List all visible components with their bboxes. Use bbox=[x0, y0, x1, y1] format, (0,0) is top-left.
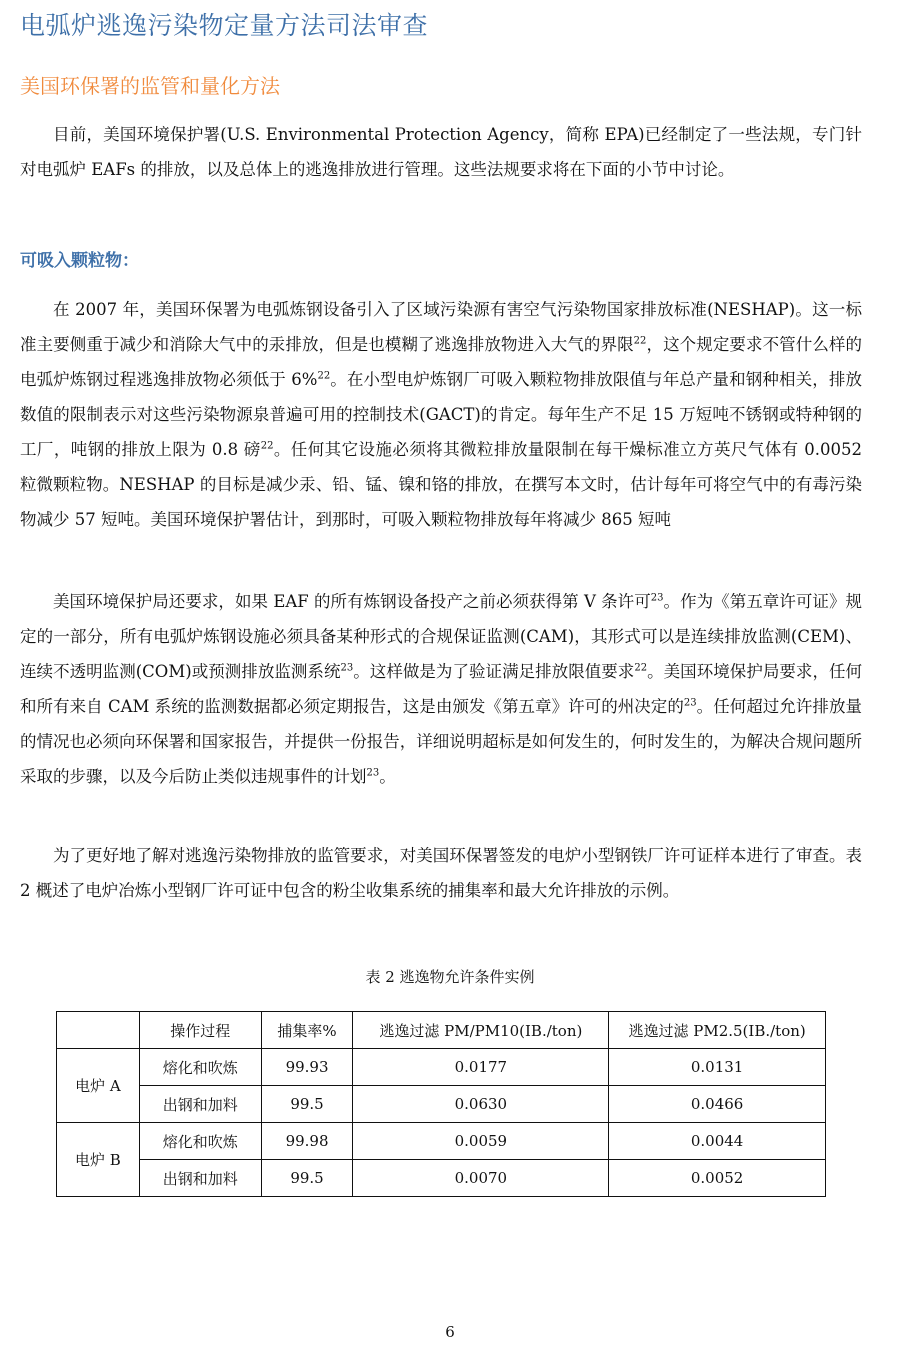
pm25-cell: 0.0131 bbox=[609, 1049, 826, 1086]
process-cell: 熔化和吹炼 bbox=[139, 1123, 261, 1160]
table-header-cell: 捕集率% bbox=[261, 1012, 353, 1049]
capture-rate-cell: 99.93 bbox=[261, 1049, 353, 1086]
reference-marker: 23 bbox=[650, 592, 664, 604]
pm10-cell: 0.0059 bbox=[353, 1123, 609, 1160]
table-header-cell: 操作过程 bbox=[139, 1012, 261, 1049]
paragraph-text: 。在小型电炉炼钢厂可吸入颗粒物排放限值与年总产量和钢种相关，排放数值的限制表示对这些污染物源泉普遍可用的控制技术(GACT)的肯定。每年生产不足 15 万短吨不锈钢或特种钢的工厂，吨钢的排放上限为 0.8 磅 bbox=[20, 370, 863, 459]
paragraph-permit bbox=[20, 584, 862, 794]
section-title: 美国环保署的监管和量化方法 bbox=[20, 74, 280, 98]
pm10-cell: 0.0177 bbox=[353, 1049, 609, 1086]
paragraph-text: 。作为《第五章许可证》规定的一部分，所有电弧炉炼钢设施必须具备某种形式的合规保证监测(CAM)，其形式可以是连续排放监测(CEM)、连续不透明监测(COM)或预测排放监测系统 bbox=[20, 592, 863, 681]
paragraph-intro: 目前，美国环境保护署(U.S. Environmental Protection Agency，简称 EPA)已经制定了一些法规，专门针对电弧炉 EAFs 的排放，以及总体上的逃逸排放进行管理。这些法规要求将在下面的小节中讨论。 bbox=[20, 125, 862, 179]
pm25-cell: 0.0466 bbox=[609, 1086, 826, 1123]
capture-rate-cell: 99.5 bbox=[261, 1086, 353, 1123]
table-header-cell: 逃逸过滤 PM/PM10(IB./ton) bbox=[353, 1012, 609, 1049]
page-number: 6 bbox=[445, 1323, 455, 1341]
pm25-cell: 0.0052 bbox=[609, 1160, 826, 1197]
reference-marker: 23 bbox=[366, 767, 380, 779]
paragraph-text: 。 bbox=[379, 767, 396, 786]
table-row bbox=[57, 1160, 826, 1197]
document-title: 电弧炉逃逸污染物定量方法司法审查 bbox=[20, 11, 429, 40]
reference-marker: 22 bbox=[634, 662, 648, 674]
emission-table bbox=[56, 1011, 826, 1197]
capture-rate-cell: 99.5 bbox=[261, 1160, 353, 1197]
furnace-cell: 电炉 B bbox=[57, 1123, 140, 1197]
table-row bbox=[57, 1049, 826, 1086]
process-cell: 出钢和加料 bbox=[139, 1086, 261, 1123]
capture-rate-cell: 99.98 bbox=[261, 1123, 353, 1160]
table-caption: 表 2 逃逸物允许条件实例 bbox=[365, 968, 535, 986]
paragraph-text: ，这个规定要求不管什么样的电弧炉炼钢过程逃逸排放物必须低于 6% bbox=[20, 335, 863, 389]
furnace-cell: 电炉 A bbox=[57, 1049, 140, 1123]
pm10-cell: 0.0070 bbox=[353, 1160, 609, 1197]
paragraph-text: 。这样做是为了验证满足排放限值要求 bbox=[353, 662, 635, 681]
paragraph-text: 在 2007 年，美国环保署为电弧炼钢设备引入了区域污染源有害空气污染物国家排放标准(NESHAP)。这一标准主要侧重于减少和消除大气中的汞排放，但是也模糊了逃逸排放物进入大气的界限 bbox=[20, 300, 862, 354]
reference-marker: 22 bbox=[260, 440, 274, 452]
process-cell: 熔化和吹炼 bbox=[139, 1049, 261, 1086]
reference-marker: 22 bbox=[317, 370, 331, 382]
reference-marker: 23 bbox=[340, 662, 354, 674]
table-row bbox=[57, 1123, 826, 1160]
subsection-title: 可吸入颗粒物： bbox=[20, 251, 139, 271]
paragraph-text: 美国环境保护局还要求，如果 EAF 的所有炼钢设备投产之前必须获得第 V 条许可 bbox=[53, 592, 651, 611]
table-header-cell bbox=[57, 1012, 140, 1049]
paragraph-text: 。任何超过允许排放量的情况也必须向环保署和国家报告，并提供一份报告，详细说明超标是如何发生的，何时发生的，为解决合规问题所采取的步骤，以及今后防止类似违规事件的计划 bbox=[20, 697, 862, 786]
paragraph-text: 。任何其它设施必须将其微粒排放量限制在每干燥标准立方英尺气体有 0.0052 粒微颗粒物。NESHAP 的目标是减少汞、铅、锰、镍和铬的排放，在撰写本文时，估计每年可将空气中的有毒污染物减少 57 短吨。美国环境保护署估计，到那时，可吸入颗粒物排放每年将减少 865 短吨 bbox=[20, 440, 862, 529]
process-cell: 出钢和加料 bbox=[139, 1160, 261, 1197]
pm25-cell: 0.0044 bbox=[609, 1123, 826, 1160]
reference-marker: 23 bbox=[683, 697, 697, 709]
table-row bbox=[57, 1086, 826, 1123]
table-header-row bbox=[57, 1012, 826, 1049]
paragraph-text: 。美国环境保护局要求，任何和所有来自 CAM 系统的监测数据都必须定期报告，这是由颁发《第五章》许可的州决定的 bbox=[20, 662, 863, 716]
paragraph-review: 为了更好地了解对逃逸污染物排放的监管要求，对美国环保署签发的电炉小型钢铁厂许可证样本进行了审查。表 2 概述了电炉冶炼小型钢厂许可证中包含的粉尘收集系统的捕集率和最大允许排放的示例。 bbox=[20, 846, 862, 900]
paragraph-neshap bbox=[20, 292, 862, 537]
reference-marker: 22 bbox=[633, 335, 647, 347]
pm10-cell: 0.0630 bbox=[353, 1086, 609, 1123]
table-header-cell: 逃逸过滤 PM2.5(IB./ton) bbox=[609, 1012, 826, 1049]
